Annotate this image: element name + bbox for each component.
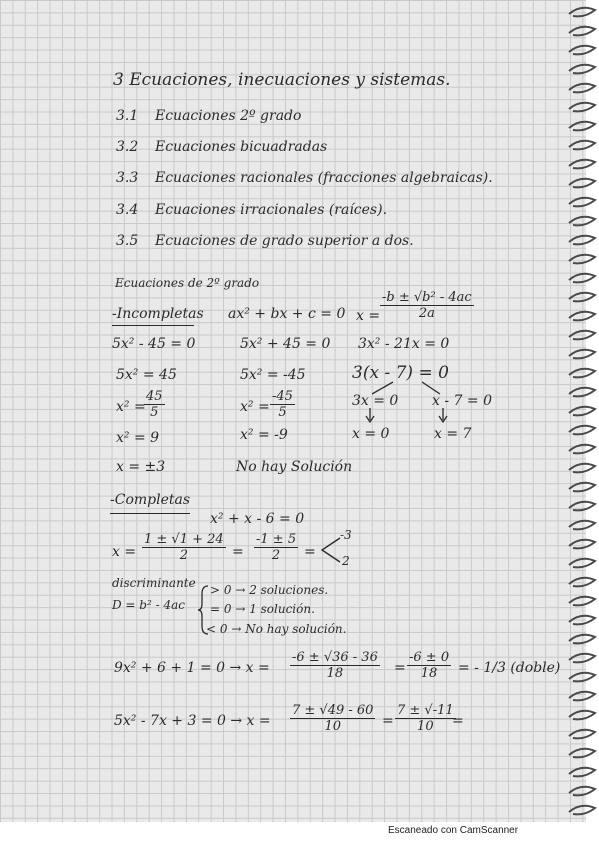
general-form: ax² + bx + c = 0 xyxy=(228,306,346,322)
col2-line-5: No hay Solución xyxy=(236,459,353,475)
discriminant-case-1: > 0 → 2 soluciones. xyxy=(210,583,329,597)
col1-line-5: x = ±3 xyxy=(116,459,166,475)
example1-frac1-num: -6 ± √36 - 36 xyxy=(292,650,378,665)
example1-fraction-1 xyxy=(290,650,380,681)
col1-line-3: x² = xyxy=(116,399,146,415)
example2-frac1-num: 7 ± √49 - 60 xyxy=(292,703,374,718)
discriminant-case-2: = 0 → 1 solución. xyxy=(210,602,315,616)
complete-frac1-den: 2 xyxy=(179,548,188,563)
col2-line-4: x² = -9 xyxy=(240,427,288,443)
index-text-4: Ecuaciones irracionales (raíces). xyxy=(155,202,388,218)
col3-line-5: x = 0 xyxy=(352,426,390,442)
incomplete-underline xyxy=(112,325,194,326)
col3-line-4: x - 7 = 0 xyxy=(432,393,492,409)
example1-frac2-num: -6 ± 0 xyxy=(409,650,450,665)
col2-line-2: 5x² = -45 xyxy=(240,367,306,383)
example1-tail: = - 1/3 (doble) xyxy=(458,660,561,676)
complete-result-2: 2 xyxy=(342,554,350,568)
complete-x-eq: x = xyxy=(112,544,137,560)
col3-line-6: x = 7 xyxy=(434,426,472,442)
discriminant-formula: D = b² - 4ac xyxy=(112,598,185,612)
example2-frac2-den: 10 xyxy=(417,719,434,734)
spiral-binding xyxy=(565,0,599,822)
col1-line-2: 5x² = 45 xyxy=(116,367,177,383)
col2-line-3: x² = xyxy=(240,399,270,415)
example2-frac2-num: 7 ± √-11 xyxy=(397,703,454,718)
complete-eq-3: = xyxy=(304,544,316,560)
example2-frac1-den: 10 xyxy=(324,719,341,734)
col1-line-1: 5x² - 45 = 0 xyxy=(112,336,196,352)
index-text-2: Ecuaciones bicuadradas xyxy=(155,139,328,155)
index-num-4: 3.4 xyxy=(116,202,139,218)
index-num-1: 3.1 xyxy=(116,108,139,124)
complete-label: -Completas xyxy=(110,492,191,508)
index-num-5: 3.5 xyxy=(116,233,139,249)
col1-line-4: x² = 9 xyxy=(116,430,160,446)
discriminant-case-3: < 0 → No hay solución. xyxy=(206,622,347,636)
col1-fraction xyxy=(144,389,165,420)
col3-line-1: 3x² - 21x = 0 xyxy=(358,336,450,352)
complete-underline xyxy=(110,513,190,514)
col2-fraction xyxy=(270,389,295,420)
example1-frac1-den: 18 xyxy=(326,666,344,681)
page-title: 3 Ecuaciones, inecuaciones y sistemas. xyxy=(113,70,451,90)
scanner-watermark: Escaneado con CamScanner xyxy=(388,825,519,836)
example1-lhs: 9x² + 6 + 1 = 0 → x = xyxy=(114,660,270,676)
index-text-1: Ecuaciones 2º grado xyxy=(155,108,302,124)
col1-frac-den: 5 xyxy=(150,405,159,420)
col1-frac-num: 45 xyxy=(146,389,163,404)
index-num-3: 3.3 xyxy=(116,170,139,186)
quadratic-formula-den: 2a xyxy=(418,306,435,321)
example1-eq: = xyxy=(394,660,406,676)
complete-fraction-1 xyxy=(142,532,226,563)
complete-fraction-2 xyxy=(254,532,298,563)
example2-lhs: 5x² - 7x + 3 = 0 → x = xyxy=(114,713,271,729)
complete-equation: x² + x - 6 = 0 xyxy=(210,511,305,527)
index-text-3: Ecuaciones racionales (fracciones algebraicas). xyxy=(155,170,493,186)
complete-result-1: -3 xyxy=(340,528,352,542)
example2-eq: = xyxy=(382,713,394,729)
example1-fraction-2 xyxy=(407,650,451,681)
col3-line-3: 3x = 0 xyxy=(352,393,399,409)
discriminant-label: discriminante xyxy=(112,576,196,590)
index-num-2: 3.2 xyxy=(116,139,139,155)
col2-frac-num: -45 xyxy=(272,389,293,404)
example2-tail: = xyxy=(452,713,464,729)
quadratic-formula-lhs: x = xyxy=(356,308,381,324)
col3-line-2: 3(x - 7) = 0 xyxy=(352,363,449,383)
quadratic-formula-num: -b ± √b² - 4ac xyxy=(382,290,472,305)
index-text-5: Ecuaciones de grado superior a dos. xyxy=(155,233,414,249)
complete-frac2-num: -1 ± 5 xyxy=(256,532,297,547)
section-heading: Ecuaciones de 2º grado xyxy=(115,276,260,290)
complete-eq-2: = xyxy=(232,544,244,560)
complete-frac1-num: 1 ± √1 + 24 xyxy=(144,532,224,547)
example2-fraction-2 xyxy=(395,703,456,734)
quadratic-formula xyxy=(380,290,474,321)
col2-line-1: 5x² + 45 = 0 xyxy=(240,336,331,352)
col2-frac-den: 5 xyxy=(278,405,287,420)
example2-fraction-1 xyxy=(290,703,375,734)
incomplete-label: -Incompletas xyxy=(112,306,204,322)
example1-frac2-den: 18 xyxy=(420,666,438,681)
complete-frac2-den: 2 xyxy=(271,548,281,563)
